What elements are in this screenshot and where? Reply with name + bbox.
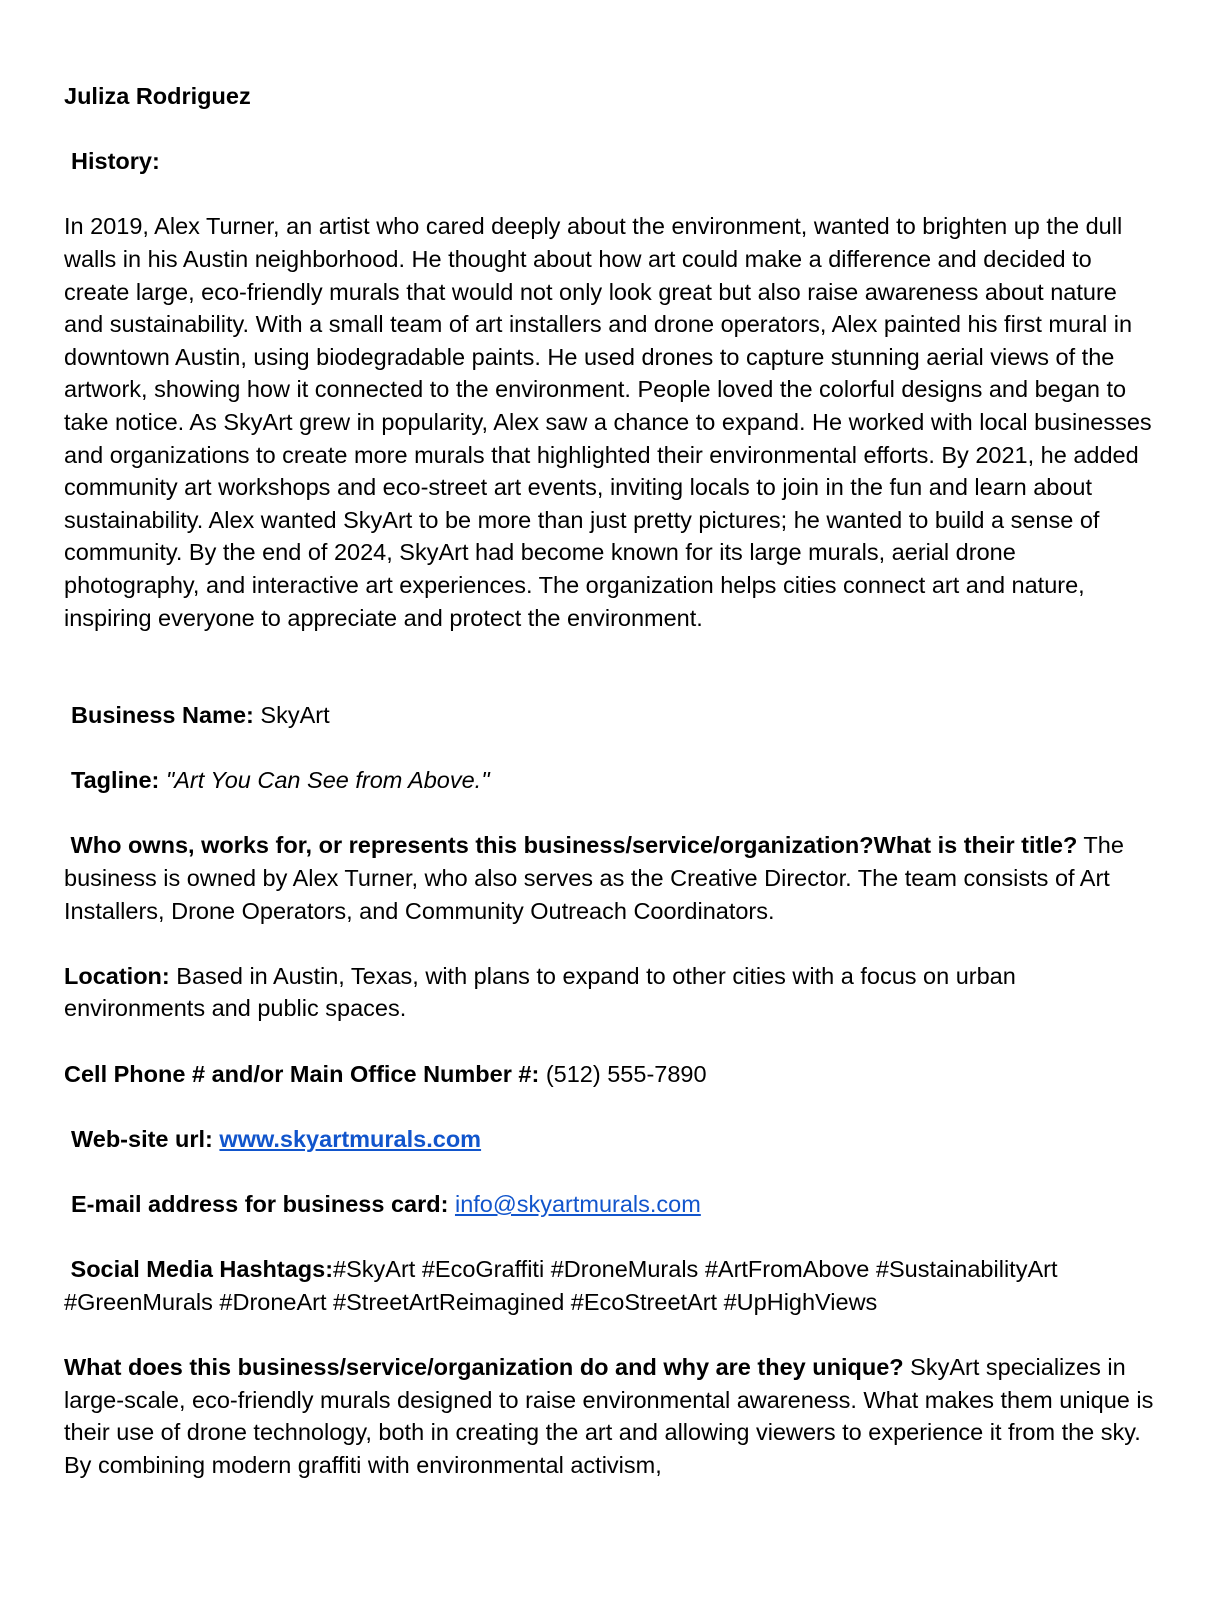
email-label: E-mail address for business card: bbox=[71, 1191, 449, 1217]
business-name-label: Business Name: bbox=[71, 702, 254, 729]
phone-value: (512) 555-7890 bbox=[539, 1060, 707, 1087]
tagline-line bbox=[64, 764, 1154, 797]
document-page bbox=[64, 80, 1154, 1514]
author-name: Juliza Rodriguez bbox=[64, 83, 251, 109]
email-line bbox=[64, 1188, 1154, 1221]
business-name-value: SkyArt bbox=[253, 702, 330, 729]
hashtags-value: #SkyArt #EcoGraffiti #DroneMurals #ArtFromAbove #SustainabilityArt #GreenMurals #DroneArt #StreetArtReimagined #EcoStreetArt #UpHighViews bbox=[64, 1256, 1058, 1315]
history-heading: History: bbox=[71, 148, 160, 175]
location-label: Location: bbox=[64, 962, 170, 989]
owners-label: Who owns, works for, or represents this business/service/organization?What is their title? bbox=[70, 832, 1078, 859]
tagline-label: Tagline: bbox=[71, 767, 160, 794]
location-value: Based in Austin, Texas, with plans to expand to other cities with a focus on urban environments and public spaces. bbox=[64, 962, 1016, 1022]
unique-value: SkyArt specializes in large-scale, eco-friendly murals designed to raise environmental awareness. What makes them unique is their use of drone technology, both in creating the art and allowing viewers to experience it from the sky. By combining modern graffiti with environmental activism, bbox=[64, 1353, 1154, 1478]
hashtags-paragraph bbox=[64, 1253, 1154, 1318]
phone-line bbox=[64, 1058, 1154, 1091]
phone-label: Cell Phone # and/or Main Office Number #: bbox=[64, 1060, 540, 1087]
website-label: Web-site url: bbox=[71, 1125, 213, 1152]
website-line bbox=[64, 1123, 1154, 1156]
business-name-line bbox=[64, 699, 1154, 732]
email-link[interactable]: info@skyartmurals.com bbox=[454, 1191, 701, 1217]
tagline-value: "Art You Can See from Above." bbox=[159, 767, 490, 794]
unique-label: What does this business/service/organization do and why are they unique? bbox=[64, 1353, 904, 1380]
history-body: In 2019, Alex Turner, an artist who cared deeply about the environment, wanted to brighten up the dull walls in his Austin neighborhood. He thought about how art could make a difference and decided to create large, eco-friendly murals that would not only look great but also raise awareness about nature and sustainability. With a small team of art installers and drone operators, Alex painted his first mural in downtown Austin, using biodegradable paints. He used drones to capture stunning aerial views of the artwork, showing how it connected to the environment. People loved the colorful designs and began to take notice. As SkyArt grew in popularity, Alex saw a chance to expand. He worked with local businesses and organizations to create more murals that highlighted their environmental efforts. By 2021, he added community art workshops and eco-street art events, inviting locals to join in the fun and learn about sustainability. Alex wanted SkyArt to be more than just pretty pictures; he wanted to build a sense of community. By the end of 2024, SkyArt had become known for its large murals, aerial drone photography, and interactive art experiences. The organization helps cities connect art and nature, inspiring everyone to appreciate and protect the environment. bbox=[64, 213, 1152, 631]
website-link[interactable]: www.skyartmurals.com bbox=[219, 1125, 482, 1152]
owners-value: The business is owned by Alex Turner, who also serves as the Creative Director. The team consists of Art Installers, Drone Operators, and Community Outreach Coordinators. bbox=[64, 832, 1124, 924]
hashtags-label: Social Media Hashtags: bbox=[70, 1256, 334, 1283]
owners-paragraph bbox=[64, 829, 1154, 927]
location-paragraph bbox=[64, 960, 1154, 1025]
unique-paragraph bbox=[64, 1351, 1154, 1481]
